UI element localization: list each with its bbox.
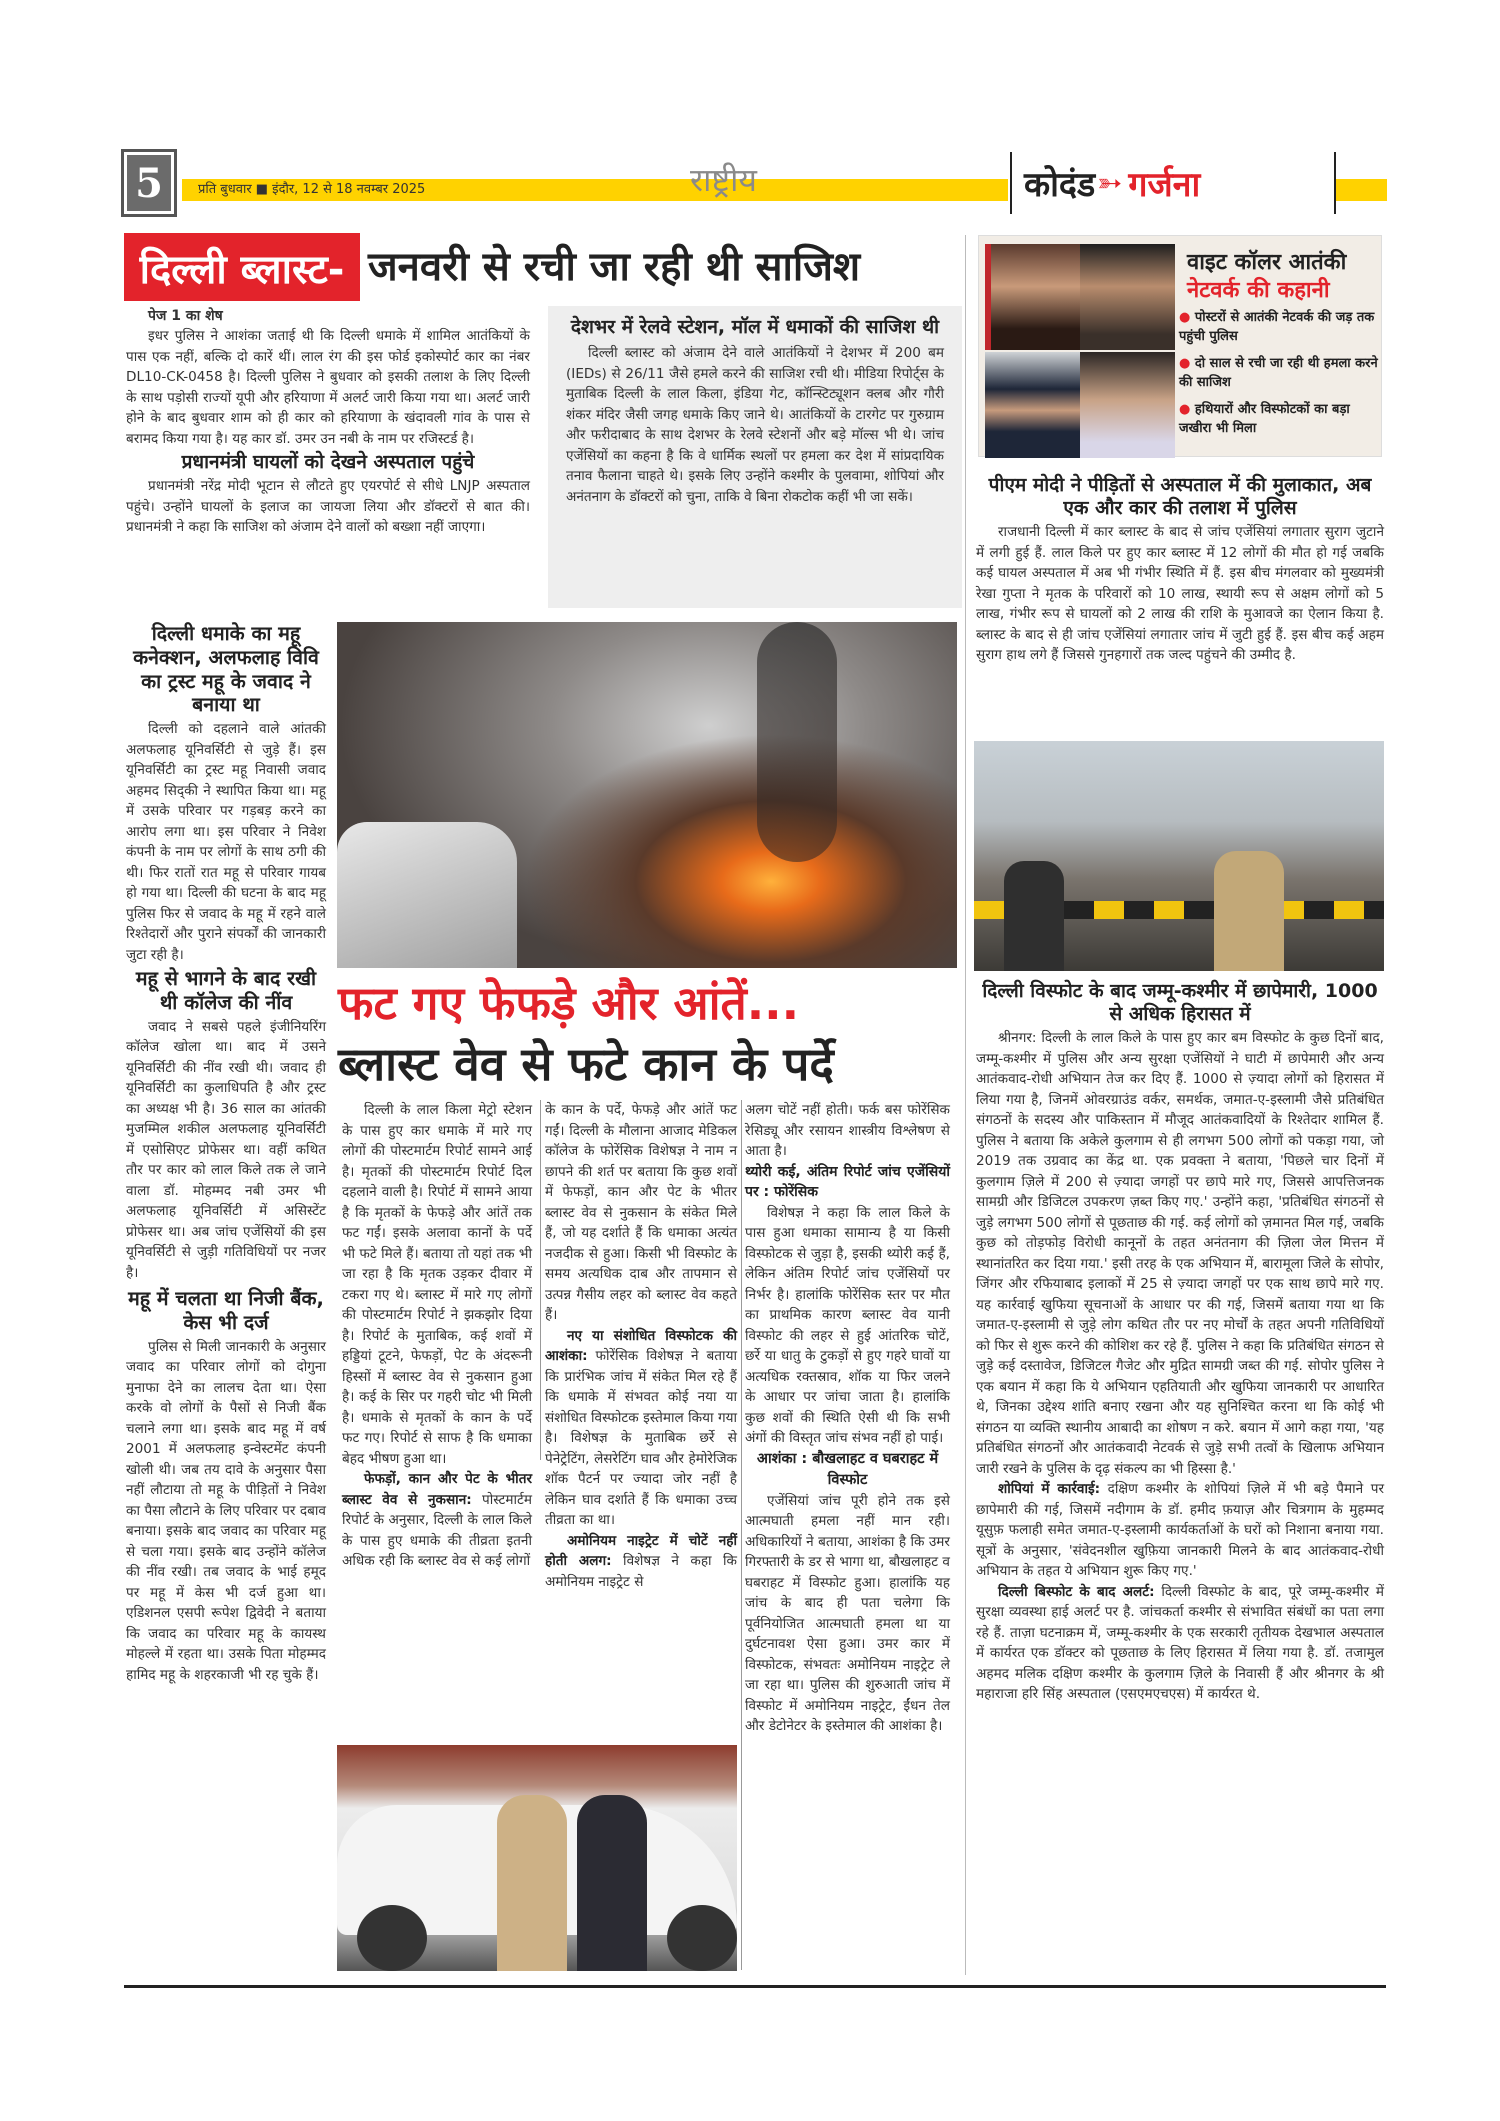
mhow-connection-heading: दिल्ली धमाके का महू कनेक्शन, अलफलाह विवि का ट्रस्ट महू के जवाद ने बनाया था xyxy=(133,622,319,717)
story-paragraph: के कान के पर्दे, फेफड़े और आंतें फट गईं। दिल्ली के मौलाना आजाद मेडिकल कॉलेज के फोरेंसिक विशेषज्ञ ने नाम न छापने की शर्त पर बताया कि कुछ शवों में फेफड़ों, कान और पेट के भीतर ब्लास्ट वेव से नुकसान के संकेत मिले हैं, जो यह दर्शाते हैं कि धमाका अत्यंत नजदीक से हुआ। किसी भी विस्फोट के समय अत्यधिक दाब और तापमान से उत्पन्न गैसीय लहर को ब्लास्ट वेव कहते हैं। xyxy=(545,1102,737,1323)
mhow-connection-paragraph: दिल्ली को दहलाने वाले आंतकी अलफलाह यूनिवर्सिटी से जुड़े हैं। इस यूनिवर्सिटी का ट्रस्ट महू निवासी जवाद अहमद सिद्की ने स्थापित किया था। महू में उसके परिवार पर गड़बड़ करने का आरोप लगा था। इस परिवार ने निवेश कंपनी के नाम पर लोगों के साथ ठगी की थी। फिर रातों रात महू से परिवार गायब हो गया था। दिल्ली की घटना के बाद महू पुलिस फिर से जवाद के महू में रहने वाले रिश्तेदारों और पुराने संपर्कों की जानकारी जुटा रही है। xyxy=(126,721,326,963)
suspect-photo-1 xyxy=(985,244,1080,350)
story-paragraph: अलग चोटें नहीं होती। फर्क बस फोरेंसिक रेसिड्यू और रसायन शास्त्रीय विश्लेषण से आता है। xyxy=(745,1102,950,1159)
college-paragraph: जवाद ने सबसे पहले इंजीनियरिंग कॉलेज खोला था। बाद में उसने यूनिवर्सिटी की नींव रखी थी। जवाद ही यूनिवर्सिटी का कुलाधिपति है और ट्रस्ट का अध्यक्ष भी है। 36 साल का आंतकी मुजम्मिल शकील अलफलाह यूनिवर्सिटी में एसोसिएट प्रोफेसर था। वहीं कथित तौर पर कार को लाल किले तक ले जाने वाला डॉ. मोहम्मद नबी उमर भी अलफलाह यूनिवर्सिटी में असिस्टेंट प्रोफेसर था। अब जांच एजेंसियों की इस यूनिवर्सिटी से जुड़ी गतिविधियों पर नजर है। xyxy=(126,1018,326,1281)
column-divider xyxy=(741,1100,742,1970)
graphic-title-line1: वाइट कॉलर आतंकी xyxy=(1187,250,1347,275)
conspiracy-paragraph: दिल्ली ब्लास्ट को अंजाम देने वाले आतंकियों ने देशभर में 200 बम (IEDs) से 26/11 जैसे हमले करने की साजिश रची थी। मीडिया रिपोर्ट्स के मुताबिक दिल्ली के लाल किला, इंडिया गेट, कॉन्स्टिट्यूशन क्लब और गौरी शंकर मंदिर जैसी जगह धमाके किए जाने थे। आतंकियों के टारगेट पर गुरुग्राम और फरीदाबाद के साथ देशभर के रेलवे स्टेशनों और बड़े मॉल्स भी थे। जांच एजेंसियों का कहना है कि वे धार्मिक स्थलों पर हमला कर देश में सांप्रदायिक तनाव फैलाना चाहते थे। इसके लिए उन्होंने कश्मीर के पुलवामा, शोपियां और अनंतनाग के डॉक्टरों को चुना, ताकि वे बिना रोकटोक कहीं भी जा सकें। xyxy=(566,345,944,505)
graphic-bullet-text: हथियारों और विस्फोटकों का बड़ा जखीरा भी मिला xyxy=(1179,402,1350,436)
intro-paragraph: इधर पुलिस ने आशंका जताई थी कि दिल्ली धमाके में शामिल आतंकियों के पास एक नहीं, बल्कि दो कारें थीं। लाल रंग की इस फोर्ड इकोस्पोर्ट कार का नंबर DL10-CK-0458 है। दिल्ली पुलिस ने बुधवार को इसकी तलाश के लिए दिल्ली के साथ पड़ोसी राज्यों यूपी और हरियाणा में अलर्ट जारी किया गया था। अलर्ट जारी होने के बाद बुधवार शाम को ही कार को हरियाणा के खंदावली गांव के पास से बरामद किया गया है। यह कार डॉ. उमर उन नबी के नाम पर रजिस्टर्ड है। xyxy=(126,328,530,447)
pm-story-heading: पीएम मोदी ने पीड़ितों से अस्पताल में की मुलाकात, अब एक और कार की तलाश में पुलिस xyxy=(988,474,1372,520)
wreckage-police-photo xyxy=(974,741,1384,971)
jk-story-paragraph: दिल्ली विस्फोट के बाद, पूरे जम्मू-कश्मीर में सुरक्षा व्यवस्था हाई अलर्ट पर है. जांचकर्ता कश्मीर से संभावित संबंधों का पता लगा रहे हैं. ताज़ा घटनाक्रम में, जम्मू-कश्मीर के एक सरकारी तृतीयक देखभाल अस्पताल में कार्यरत एक डॉक्टर को पूछताछ के लिए हिरासत में लिया गया है. डॉ. तजामुल अहमद मलिक दक्षिण कश्मीर के कुलगाम ज़िले के निवासी हैं और श्रीनगर के श्री महाराजा हरि सिंह अस्पताल (एसएमएचएस) में कार्यरत थे. xyxy=(976,1583,1384,1703)
graphic-bullet xyxy=(1179,308,1379,346)
main-story-column-1 xyxy=(342,1100,532,1572)
page-number: 5 xyxy=(124,152,174,214)
jk-story-paragraph: श्रीनगर: दिल्ली के लाल किले के पास हुए कार बम विस्फोट के कुछ दिनों बाद, जम्मू-कश्मीर में पुलिस और अन्य सुरक्षा एजेंसियों ने घाटी में छापेमारी और अन्य आतंकवाद-रोधी अभियान तेज कर दिए हैं. 1000 से ज़्यादा लोगों को हिरासत में लिया गया है, जिनमें ओवरग्राउंड वर्कर, समर्थक, जमात-ए-इस्लामी जैसे प्रतिबंधित संगठनों के सदस्य और पाकिस्तान में मौजूद आतंकवादियों के रिश्तेदार शामिल हैं. पुलिस ने बताया कि अकेले कुलगाम से ही लगभग 500 लोगों को पकड़ा गया, जो 2019 तक उग्रवाद का केंद्र था. एक प्रवक्ता ने बताया, 'पिछले चार दिनों में कुलगाम ज़िले में 200 से ज़्यादा जगहों पर छापे मारे गए, जिससे आपत्तिजनक सामग्री और डिजिटल उपकरण ज़ब्त किए गए.' उन्होंने कहा, 'प्रतिबंधित संगठनों से जुड़े लगभग 500 लोगों से पूछताछ की गई. कई लोगों को ज़मानत मिल गई, जबकि कुछ को तोड़फोड़ विरोधी कानूनों के तहत अनंतनाग की ज़िला जेल मित्तन में स्थानांतरित कर दिया गया.' इसी तरह के एक अभियान में, बारामूला जिले के सोपोर, जिंगर और रफियाबाद इलाकों में 25 से ज़्यादा जगहों पर एक साथ छापे मारे गए. यह कार्रवाई खुफिया सूचनाओं के आधार पर की गई, जिसमें बताया गया था कि जमात-ए-इस्लामी से जुड़े लोग कथित तौर पर नए मोर्चों के तहत अपनी गतिविधियों को फिर से शुरू करने की कोशिश कर रहे हैं. पुलिस ने कहा कि प्रतिबंधित संगठन से जुड़े कई दस्तावेज, डिजिटल गैजेट और मुद्रित सामग्री जब्त की गई. सोपोर पुलिस ने एक बयान में कहा कि ये अभियान एहतियाती और खुफिया जानकारी पर आधारित थे, जिनका उद्देश्य शांति बनाए रखना और यह सुनिश्चित करना था कि कोई भी संगठन या व्यक्ति स्थानीय आबादी का शोषण न करे. बयान में आगे कहा गया, 'यह प्रतिबंधित संगठनों और आतंकवादी नेटवर्क से जुड़े सभी तत्वों के खिलाफ अभियान जारी रखने के पुलिस के दृढ़ संकल्प का भी हिस्सा है.' xyxy=(976,1030,1384,1477)
smoke-plume xyxy=(757,622,837,862)
damaged-car xyxy=(337,822,517,968)
jk-story-heading: दिल्ली विस्फोट के बाद जम्मू-कश्मीर में छापेमारी, 1000 से अधिक हिरासत में xyxy=(982,980,1378,1026)
private-bank-heading: महू में चलता था निजी बैंक, केस भी दर्ज xyxy=(128,1287,324,1334)
main-story-column-3 xyxy=(745,1100,950,1737)
main-story-column-2 xyxy=(545,1100,737,1592)
bullet-dot-icon: ● xyxy=(1179,310,1195,325)
newspaper-logo xyxy=(1010,152,1336,214)
story-paragraph: पोस्टमार्टम रिपोर्ट के अनुसार, दिल्ली के लाल किले के पास हुए धमाके की तीव्रता इतनी अधिक रही कि ब्लास्ट वेव से कई लोगों xyxy=(342,1491,532,1569)
suspect-photo-4 xyxy=(1080,352,1175,458)
jk-subheading: शोपियां में कार्रवाई: xyxy=(998,1481,1101,1498)
police-officer xyxy=(577,1795,647,1971)
jk-story-paragraph: दक्षिण कश्मीर के शोपियां ज़िले में भी बड़े पैमाने पर छापेमारी की गई, जिसमें नदीगाम के डॉ. हमीद फ़याज़ और चित्रगाम के मुहम्मद यूसुफ़ फलाही समेत जमात-ए-इस्लामी कार्यकर्ताओं के घरों को निशाना बनाया गया. सूत्रों के अनुसार, 'संवेदनशील खुफ़िया जानकारी मिलने के बाद आतंकवाद-रोधी अभियान के तहत ये अभियान शुरू किए गए.' xyxy=(976,1481,1385,1580)
pm-hospital-heading: प्रधानमंत्री घायलों को देखने अस्पताल पहुंचे xyxy=(181,451,475,473)
continued-kicker: पेज 1 का शेष xyxy=(148,308,223,324)
story-subheading: अमोनियम नाइट्रेट में चोटें नहीं होती अलग: xyxy=(545,1532,737,1569)
column-divider xyxy=(965,235,966,1975)
section-title: राष्ट्रीय xyxy=(690,161,757,199)
story-paragraph: एजेंसियां जांच पूरी होने तक इसे आत्मघाती हमला नहीं मान रही। अधिकारियों ने बताया, आशंका है कि उमर गिरफ्तारी के डर से भागा था, बौखलाहट व घबराहट में विस्फोट हुआ। हालांकि यह जांच के बाद ही पता चलेगा कि पूर्वनियोजित आत्मघाती हमला था या दुर्घटनावश ऐसा हुआ। उमर कार में विस्फोटक, संभवतः अमोनियम नाइट्रेट ले जा रहा था। पुलिस की शुरुआती जांच में विस्फोट में अमोनियम नाइट्रेट, ईंधन तेल और डेटोनेटर के इस्तेमाल की आशंका है। xyxy=(745,1492,950,1734)
story-subheading: फेफड़ों, कान और पेट के भीतर ब्लास्ट वेव से नुकसान: xyxy=(342,1471,532,1508)
graphic-bullet-text: पोस्टरों से आतंकी नेटवर्क की जड़ तक पहुंची पुलिस xyxy=(1179,310,1375,344)
graphic-bullet xyxy=(1179,400,1379,438)
car-wheel xyxy=(357,1905,427,1971)
police-inspection-photo xyxy=(337,1745,737,1971)
jk-subheading: दिल्ली बिस्फोट के बाद अलर्ट: xyxy=(998,1583,1155,1600)
graphic-bullet xyxy=(1179,354,1379,392)
conspiracy-box xyxy=(548,306,962,608)
private-bank-paragraph: पुलिस से मिली जानकारी के अनुसार जवाद का परिवार लोगों को दोगुना मुनाफा देने का लालच देता था। ऐसा करके वो लोगों के पैसों से निजी बैंक चलाने लगा था। इसके बाद महू में वर्ष 2001 में अलफलाह इन्वेस्टमेंट कंपनी खोली थी। जब तय दावे के अनुसार पैसा नहीं लौटाया तो महू के पीड़ितों ने निवेश का पैसा लौटाने के लिए परिवार पर दबाव बनाया। इसके बाद जवाद का परिवार महू से चला गया। इसके बाद उन्होंने कॉलेज की नींव रखी। तब जवाद के भाई हमूद पर महू में केस भी दर्ज हुआ था। एडिशनल एसपी रूपेश द्विवेदी ने बताया कि जवाद का परिवार महू के कायस्थ मोहल्ले में रहता था। उसके पिता मोहम्मद हामिद महू के शहरकाजी भी रह चुके हैं। xyxy=(126,1338,326,1683)
suspect-photo-3 xyxy=(985,352,1080,458)
police-officer xyxy=(497,1795,567,1971)
dateline: प्रति बुधवार ■ इंदौर, 12 से 18 नवम्बर 2025 xyxy=(198,182,426,197)
left-column xyxy=(126,306,530,538)
story-paragraph: दिल्ली के लाल किला मेट्रो स्टेशन के पास हुए कार धमाके में मारे गए लोगों की पोस्टमार्टम रिपोर्ट सामने आई है। मृतकों की पोस्टमार्टम रिपोर्ट दिल दहलाने वाली है। रिपोर्ट में सामने आया है कि मृतकों के फेफड़े और आंतें तक फट गईं। इसके अलावा कानों के पर्दे भी फटे मिले हैं। बताया तो यहां तक भी जा रहा है कि मृतक उड़कर दीवार में टकरा गए थे। ब्लास्ट में मारे गए लोगों की पोस्टमार्टम रिपोर्ट ने झकझोर दिया है। रिपोर्ट के मुताबिक, कई शवों में हड्डियां टूटने, फेफड़ों, पेट के अंदरूनी हिस्सों में ब्लास्ट वेव से नुकसान हुआ है। कई के सिर पर गहरी चोट भी मिली है। धमाके से मृतकों के कान के पर्दे फट गए। रिपोर्ट से साफ है कि धमाका बेहद भीषण हुआ था। xyxy=(342,1102,532,1467)
pm-story xyxy=(976,474,1384,666)
conspiracy-heading: देशभर में रेलवे स्टेशन, मॉल में धमाकों की साजिश थी xyxy=(570,316,940,338)
story-subheading: नए या संशोधित विस्फोटक की आशंका: xyxy=(545,1327,737,1364)
bow-arrow-icon: ➳ xyxy=(1097,165,1123,201)
college-heading: महू से भागने के बाद रखी थी कॉलेज की नींव xyxy=(135,967,317,1014)
police-officer xyxy=(1214,851,1284,971)
bottom-rule xyxy=(124,1985,1386,1988)
story-paragraph: विशेषज्ञ ने कहा कि अमोनियम नाइट्रेट से xyxy=(545,1553,737,1590)
left-narrow-column xyxy=(126,622,326,1685)
white-collar-network-graphic xyxy=(978,235,1382,457)
masthead-yellow-bar-right xyxy=(1335,179,1387,201)
car-wheel xyxy=(667,1905,737,1971)
blast-scene-photo xyxy=(337,622,957,968)
pm-hospital-paragraph: प्रधानमंत्री नरेंद्र मोदी भूटान से लौटते हुए एयरपोर्ट से सीधे LNJP अस्पताल पहुंचे। उन्होंने घायलों के इलाज का जायजा लिया और डॉक्टरों से बात की। प्रधानमंत्री ने कहा कि साजिश को अंजाम देने वालों को बख्शा नहीं जाएगा। xyxy=(126,478,530,536)
bullet-dot-icon: ● xyxy=(1179,356,1195,371)
story-subheading: आशंका : बौखलाहट व घबराहट में विस्फोट xyxy=(756,1450,939,1488)
jk-raids-story xyxy=(976,980,1384,1705)
headline-red-label: दिल्ली ब्लास्ट- xyxy=(124,233,360,301)
graphic-bullet-text: दो साल से रची जा रही थी हमला करने की साजिश xyxy=(1179,356,1378,390)
pm-story-paragraph: राजधानी दिल्ली में कार ब्लास्ट के बाद से जांच एजेंसियां लगातार सुराग जुटाने में लगी हुई हैं. लाल किले पर हुए कार ब्लास्ट में 12 लोगों की मौत हो गई जबकि कई घायल अस्पताल में अब भी गंभीर स्थिति में हैं. इस बीच मंगलवार को मुख्यमंत्री रेखा गुप्ता ने मृतक के परिवारों को 10 लाख, स्थायी रूप से अक्षम लोगों को 5 लाख, गंभीर रूप से घायलों को 2 लाख की राशि के मुआवजे का ऐलान किया है. ब्लास्ट के बाद से ही जांच एजेंसियां लगातार जांच में जुटी हुई हैं. इस बीच कई अहम सुराग हाथ लगे हैं जिससे गुनहगारों तक जल्द पहुंचने की उम्मीद है. xyxy=(976,524,1384,664)
headline-text: जनवरी से रची जा रही थी साजिश xyxy=(368,244,861,290)
story-subheading: थ्योरी कई, अंतिम रिपोर्ट जांच एजेंसियों पर : फोरेंसिक xyxy=(745,1163,950,1200)
bullet-dot-icon: ● xyxy=(1179,402,1195,417)
graphic-title-line2: नेटवर्क की कहानी xyxy=(1187,278,1330,303)
suspect-photo-2 xyxy=(1080,244,1175,350)
story-paragraph: विशेषज्ञ ने कहा कि लाल किले के पास हुआ धमाका सामान्य है या किसी विस्फोटक से जुड़ा है, इसकी थ्योरी कई हैं, लेकिन अंतिम रिपोर्ट जांच एजेंसियों पर निर्भर है। हालांकि फोरेंसिक स्तर पर मौत का प्राथमिक कारण ब्लास्ट वेव यानी विस्फोट की लहर से हुई आंतरिक चोटें, छर्रे या धातु के टुकड़ों से हुए गहरे घावों या अत्यधिक रक्तस्राव, शॉक या फिर जलने के आधार पर जांचा जाता है। हालांकि कुछ शवों की स्थिति ऐसी थी कि सभी अंगों की विस्तृत जांच संभव नहीं हो पाई। xyxy=(745,1204,950,1446)
story-paragraph: फोरेंसिक विशेषज्ञ ने बताया कि प्रारंभिक जांच में संकेत मिल रहे हैं कि धमाके में संभवत कोई नया या संशोधित विस्फोटक इस्तेमाल किया गया है। विशेषज्ञ के मुताबिक छर्रे से पेनेट्रेटिंग, लेसरेटिंग घाव और हेमोरेजिक शॉक पैटर्न पर ज्यादा जोर नहीं है लेकिन घाव दर्शाते हैं कि धमाका उच्च तीव्रता का था। xyxy=(545,1348,737,1528)
logo-text-garjana: गर्जना xyxy=(1128,165,1201,205)
main-story-headline-red: फट गए फेफड़े और आंतें... xyxy=(338,976,800,1030)
logo-text-kodand: कोदंड xyxy=(1024,165,1096,205)
column-divider xyxy=(540,1100,541,1460)
main-story-headline-black: ब्लास्ट वेव से फटे कान के पर्दे xyxy=(338,1037,834,1091)
police-officer xyxy=(1004,861,1064,971)
